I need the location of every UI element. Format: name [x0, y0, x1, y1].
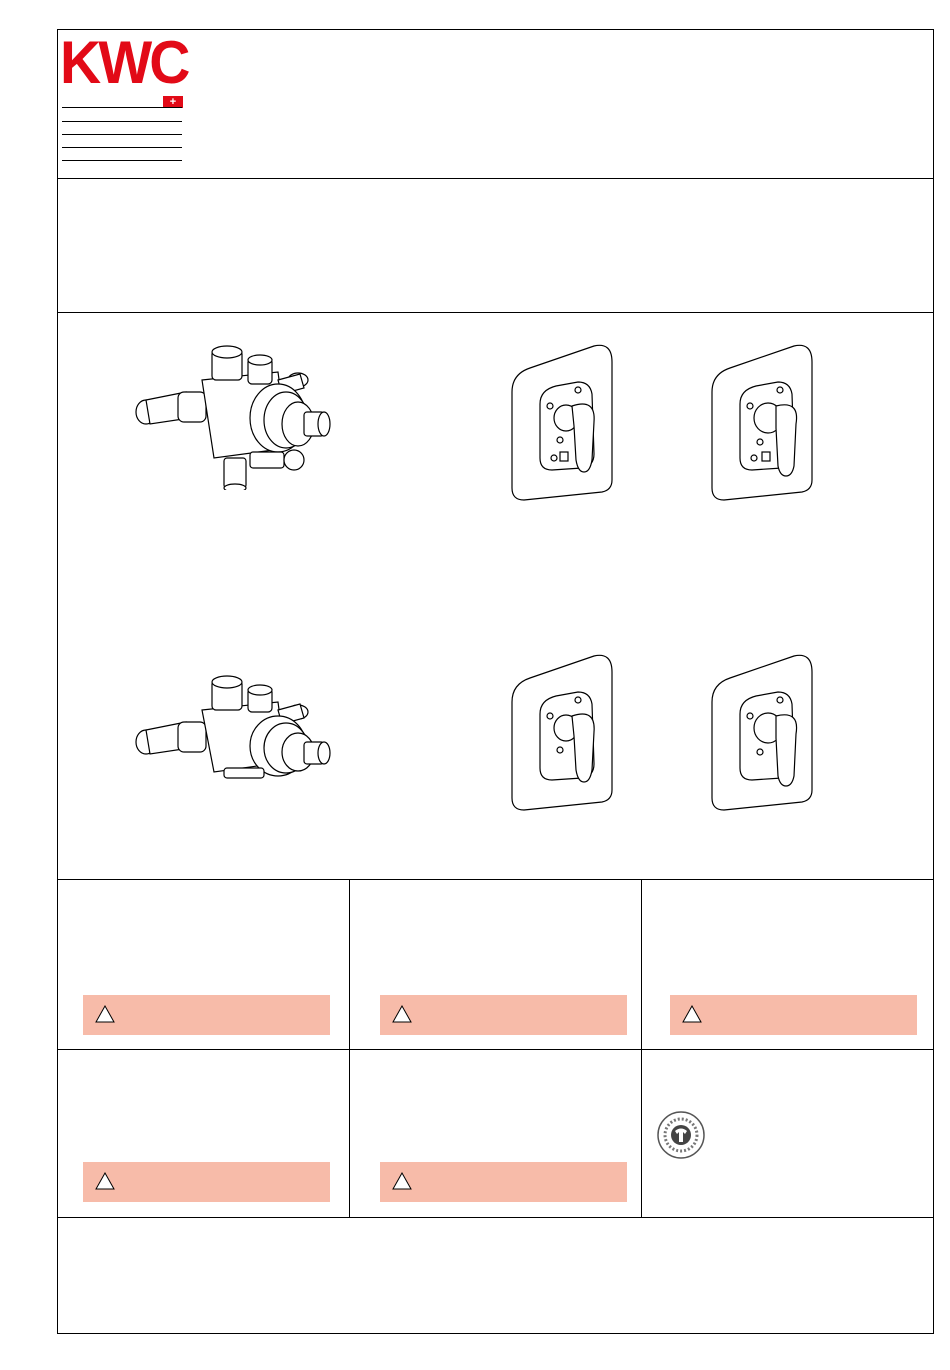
trim-plate-lever-rounded-illustration [708, 652, 818, 814]
warning-box [380, 995, 627, 1035]
warning-box [380, 1162, 627, 1202]
warning-box [83, 995, 330, 1035]
logo-rule [62, 107, 182, 108]
logo-rule [62, 160, 182, 161]
warning-triangle-icon [682, 1005, 702, 1023]
warning-box [83, 1162, 330, 1202]
kwc-logo [60, 29, 188, 160]
warning-triangle-icon [392, 1172, 412, 1190]
warning-triangle-icon [95, 1172, 115, 1190]
concealed-valve-body-with-diverter-illustration [128, 340, 333, 490]
swiss-flag-icon: + [163, 96, 183, 108]
section-divider [58, 178, 933, 179]
column-divider [641, 879, 642, 1217]
section-divider [58, 1049, 933, 1050]
column-divider [349, 879, 350, 1217]
logo-rule [62, 134, 182, 135]
section-divider [58, 1217, 933, 1218]
logo-text: KWC [60, 29, 188, 96]
logo-rule [62, 147, 182, 148]
warning-triangle-icon [95, 1005, 115, 1023]
section-divider [58, 879, 933, 880]
trim-plate-lever-rounded-with-diverter-illustration [708, 342, 818, 504]
document-page [57, 29, 934, 1334]
trim-plate-lever-illustration [508, 652, 618, 814]
warning-triangle-icon [392, 1005, 412, 1023]
logo-rule [62, 121, 182, 122]
section-divider [58, 312, 933, 313]
concealed-valve-body-illustration [128, 650, 333, 780]
warning-box [670, 995, 917, 1035]
trim-plate-lever-with-diverter-illustration [508, 342, 618, 504]
blue-angel-eco-label-icon [656, 1110, 706, 1160]
